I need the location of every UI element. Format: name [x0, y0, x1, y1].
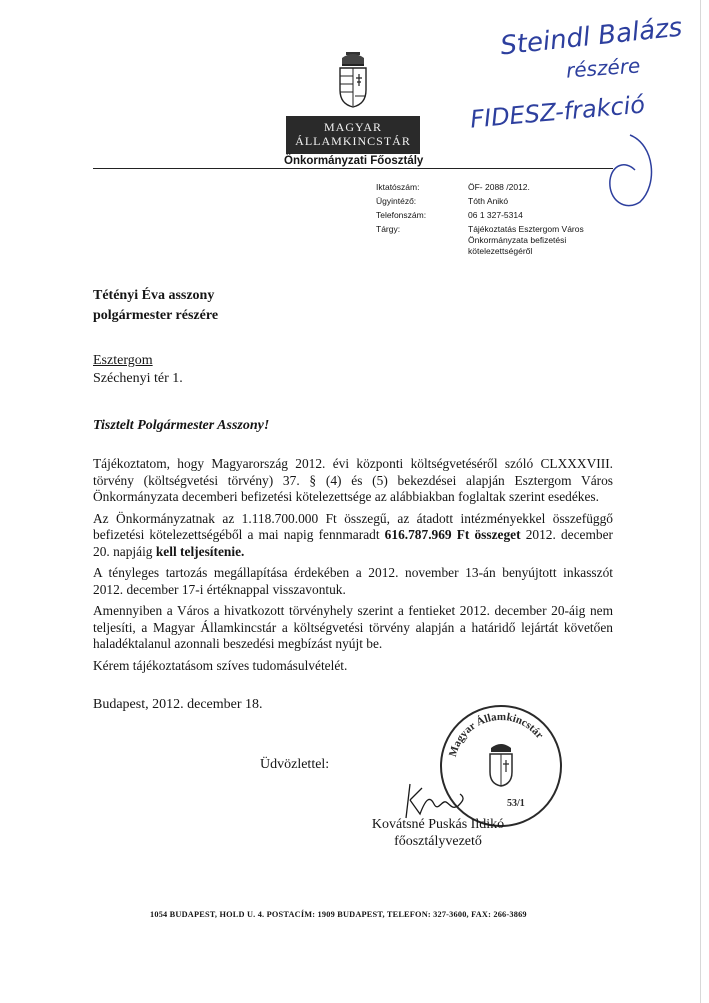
addressee-block — [93, 286, 218, 326]
handwritten-note-faction: FIDESZ-frakció — [469, 90, 647, 134]
body-paragraph-2 — [93, 511, 613, 561]
logo-line-1: MAGYAR — [323, 120, 382, 134]
meta-row-phone — [376, 208, 618, 222]
subject-line-3: kötelezettségéről — [468, 246, 533, 256]
handwritten-signature — [400, 778, 470, 820]
handwritten-note-recipient: részére — [565, 53, 642, 83]
logo-line-2: ÁLLAMKINCSTÁR — [295, 134, 411, 148]
meta-label: Tárgy: — [376, 224, 401, 234]
handwritten-note-name: Steindl Balázs — [498, 12, 684, 62]
meta-value: Tóth Anikó — [468, 196, 509, 206]
body-paragraph-3: A tényleges tartozás megállapítása érdekében a 2012. november 13-án benyújtott inkasszót 2012. december 17-i értéknappal visszavontuk. — [93, 565, 613, 597]
signer-block — [368, 816, 508, 850]
address-street: Széchenyi tér 1. — [93, 371, 183, 386]
letter-date: Budapest, 2012. december 18. — [93, 697, 263, 712]
p2-text-c: 2012. december 20. napjáig — [93, 527, 613, 559]
meta-value: ÖF- 2088 /2012. — [468, 182, 530, 192]
body-paragraph-1: Tájékoztatom, hogy Magyarország 2012. évi központi költségvetéséről szóló CLXXXVIII. törvény (költségvetési törvény) 37. § (4) és (5) bekezdései alapján Esztergom Város Önkormányzata decemberi befizetési kötelezettsége az alábbiakban foglaltak szerint esedékes. — [93, 456, 613, 504]
treasury-logo — [286, 116, 420, 154]
salutation: Tisztelt Polgármester Asszony! — [93, 418, 270, 433]
addressee-name: Tétényi Éva asszony — [93, 288, 215, 303]
meta-row-handler — [376, 194, 618, 208]
body-paragraph-5: Kérem tájékoztatásom szíves tudomásulvételét. — [93, 657, 348, 673]
footer-address: 1054 BUDAPEST, HOLD U. 4. POSTACÍM: 1909 BUDAPEST, TELEFON: 327-3600, FAX: 266-3869 — [150, 910, 527, 919]
subject-line-1: Tájékoztatás Esztergom Város — [468, 224, 584, 234]
page-edge — [700, 0, 701, 1003]
header-rule — [93, 168, 613, 169]
addressee-role: polgármester részére — [93, 308, 219, 323]
address-city: Esztergom — [93, 353, 153, 368]
meta-row-reference — [376, 180, 618, 194]
greeting: Üdvözlettel: — [260, 757, 330, 772]
p2-deadline-emphasis: kell teljesítenie. — [155, 543, 245, 559]
meta-label: Ügyintéző: — [376, 196, 417, 206]
meta-value — [468, 222, 618, 257]
stamp-number: 53/1 — [507, 798, 525, 809]
body-paragraph-4: Amennyiben a Város a hivatkozott törvényhely szerint a fentieket 2012. december 20-áig nem teljesíti, a Magyar Államkincstár a költségvetési törvény alapján a határidő lejártát követően haladéktalanul azonnali beszedési megbízást nyújt be. — [93, 603, 613, 651]
reference-block — [376, 180, 618, 257]
meta-label: Telefonszám: — [376, 210, 427, 220]
p2-text-a: Az Önkormányzatnak az 1.118.700.000 Ft összegű, az átadott intézményekkel összefüggő befizetési kötelezettségéből a mai napig fennmaradt — [93, 510, 613, 542]
stamp-ring-text: Magyar Államkincstár — [446, 710, 546, 759]
signer-title: főosztályvezető — [394, 834, 482, 849]
address-block — [93, 352, 183, 388]
p2-amount: 616.787.969 Ft összeget — [384, 527, 521, 542]
subject-line-2: Önkormányzata befizetési — [468, 235, 567, 245]
meta-label: Iktatószám: — [376, 182, 420, 192]
hungarian-crest-icon — [336, 52, 370, 108]
signer-name: Kovátsné Puskás Ildikó — [371, 817, 505, 832]
meta-value: 06 1 327-5314 — [468, 210, 523, 220]
department-name: Önkormányzati Főosztály — [284, 155, 424, 167]
meta-row-subject — [376, 222, 618, 257]
letter-body — [93, 456, 613, 679]
